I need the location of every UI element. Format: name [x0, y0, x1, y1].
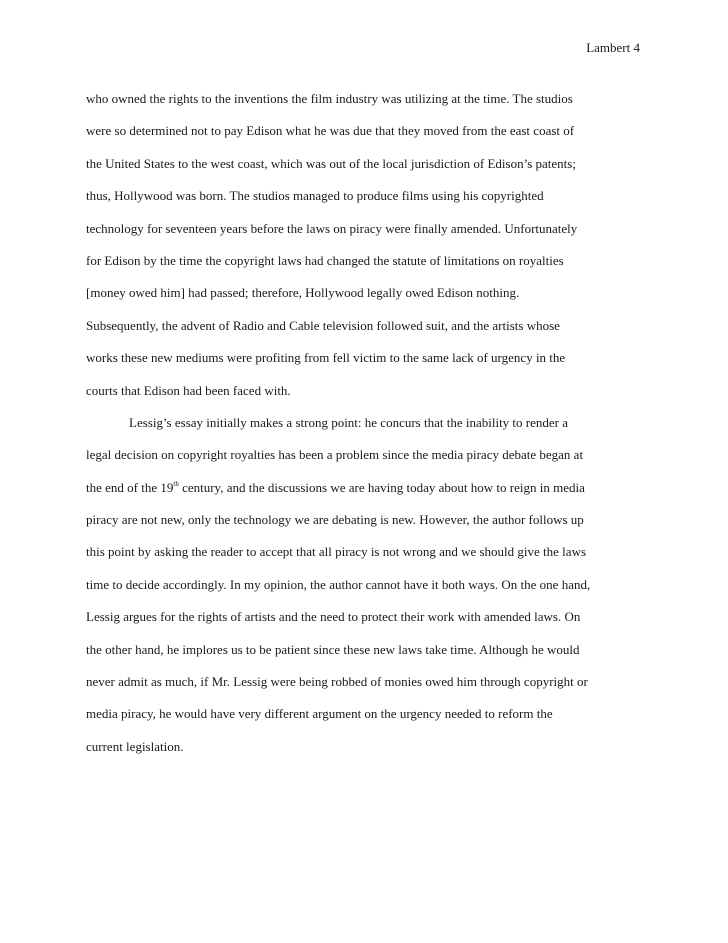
text-line: media piracy, he would have very different argument on the urgency needed to reform the	[86, 706, 553, 722]
text-line: thus, Hollywood was born. The studios managed to produce films using his copyrighted	[86, 188, 544, 204]
text-line: Subsequently, the advent of Radio and Cable television followed suit, and the artists whose	[86, 317, 560, 333]
text-line: never admit as much, if Mr. Lessig were being robbed of monies owed him through copyright or	[86, 674, 588, 690]
text-line: works these new mediums were profiting from fell victim to the same lack of urgency in the	[86, 350, 566, 366]
text-line: current legislation.	[86, 738, 184, 754]
text-line: the other hand, he implores us to be patient since these new laws take time. Although he would	[86, 641, 580, 657]
paragraph	[86, 415, 646, 771]
text-line: courts that Edison had been faced with.	[86, 382, 291, 398]
text-line: Lessig argues for the rights of artists and the need to protect their work with amended laws. On	[86, 609, 581, 625]
text-line: technology for seventeen years before the laws on piracy were finally amended. Unfortunately	[86, 220, 578, 236]
text-line: were so determined not to pay Edison what he was due that they moved from the east coast of	[86, 123, 575, 139]
text-line: [money owed him] had passed; therefore, Hollywood legally owed Edison nothing.	[86, 285, 520, 301]
text-line: legal decision on copyright royalties has been a problem since the media piracy debate began at	[86, 447, 584, 463]
text-line: who owned the rights to the inventions the film industry was utilizing at the time. The studios	[86, 91, 573, 106]
text-fragment: century, and the discussions we are having today about how to reign in media	[178, 479, 585, 495]
text-line: time to decide accordingly. In my opinion, the author cannot have it both ways. On the one hand,	[86, 576, 591, 592]
text-line: Lessig’s essay initially makes a strong point: he concurs that the inability to render a	[129, 414, 569, 430]
text-line: the United States to the west coast, which was out of the local jurisdiction of Edison’s patents;	[86, 155, 576, 171]
ordinal-superscript: th	[173, 479, 179, 488]
running-head: Lambert 4	[586, 40, 640, 55]
text-line: for Edison by the time the copyright laws had changed the statute of limitations on royalties	[86, 252, 564, 268]
body-text	[86, 91, 646, 771]
paragraph	[86, 91, 646, 415]
text-fragment: the end of the 19	[86, 479, 174, 495]
text-line: piracy are not new, only the technology we are debating is new. However, the author follows up	[86, 512, 584, 528]
text-line	[86, 480, 646, 512]
text-line: this point by asking the reader to accept that all piracy is not wrong and we should give the laws	[86, 544, 587, 560]
